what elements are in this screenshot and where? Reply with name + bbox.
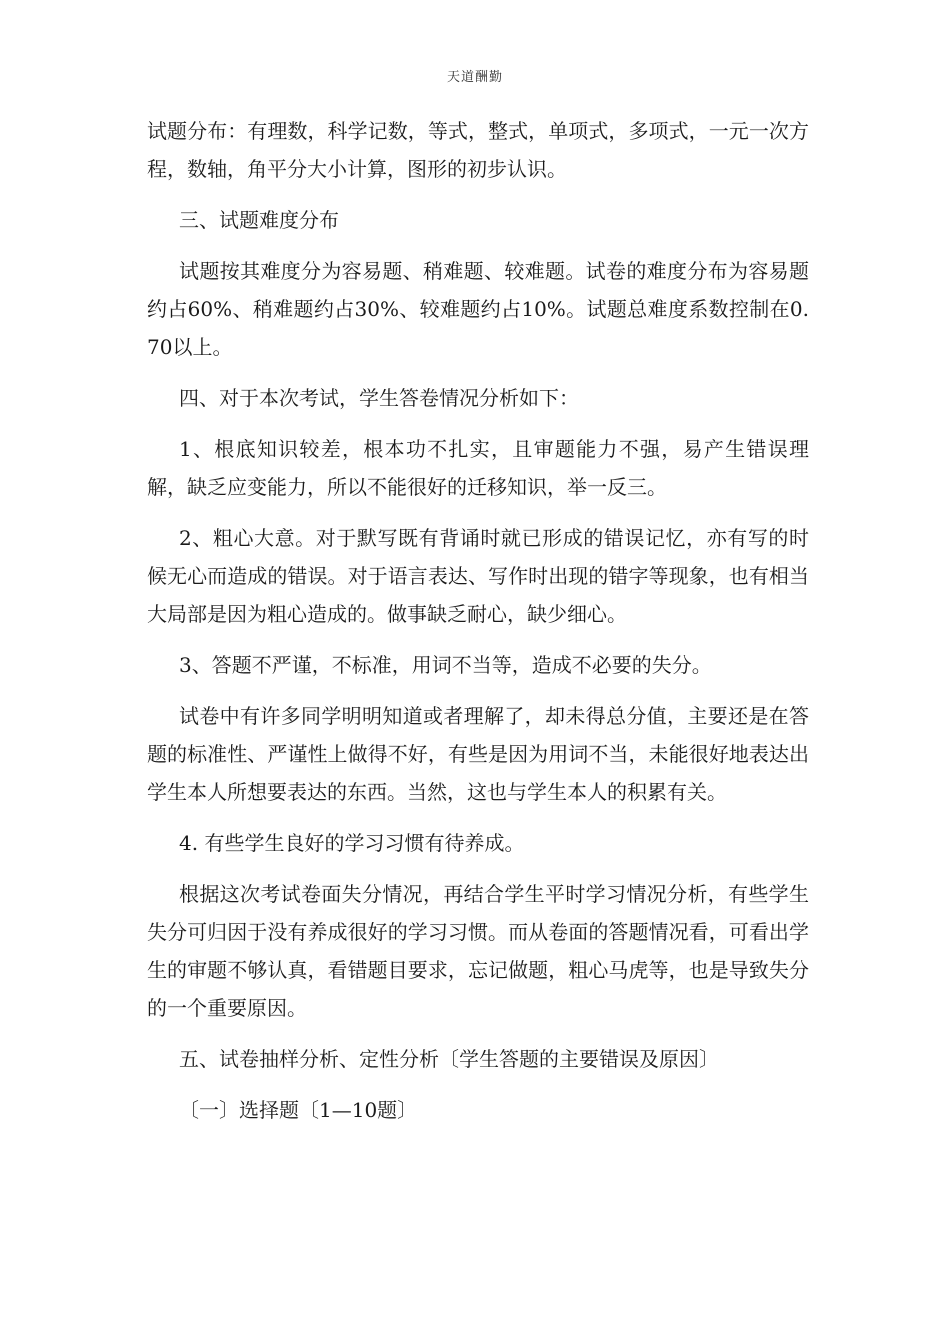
section-5-title: 五、试卷抽样分析、定性分析〔学生答题的主要错误及原因〕 (179, 1047, 719, 1071)
subsection-1-title: 〔一〕选择题〔1—10题〕 (179, 1098, 418, 1122)
document-body (147, 112, 809, 1142)
paragraph-point-3: 3、答题不严谨，不标准，用词不当等，造成不必要的失分。 (179, 653, 712, 677)
paragraph-point-3-detail: 试卷中有许多同学明明知道或者理解了，却未得总分值，主要还是在答题的标准性、严谨性上做得不好，有些是因为用词不当，未能很好地表达出学生本人所想要表达的东西。当然，这也与学生本人的积累有关。 (147, 704, 809, 804)
paragraph-point-4-detail: 根据这次考试卷面失分情况，再结合学生平时学习情况分析，有些学生失分可归因于没有养成很好的学习习惯。而从卷面的答题情况看，可看出学生的审题不够认真，看错题目要求，忘记做题，粗心马虎等，也是导致失分的一个重要原因。 (147, 882, 809, 1020)
page-header: 天道酬勤 (446, 70, 503, 85)
paragraph-point-2: 2、粗心大意。对于默写既有背诵时就已形成的错误记忆，亦有写的时候无心而造成的错误。对于语言表达、写作时出现的错字等现象，也有相当大局部是因为粗心造成的。做事缺乏耐心，缺少细心。 (147, 526, 809, 626)
paragraph-point-1: 1、根底知识较差，根本功不扎实，且审题能力不强，易产生错误理解，缺乏应变能力，所以不能很好的迁移知识，举一反三。 (147, 437, 809, 499)
paragraph-point-4: 4. 有些学生良好的学习习惯有待养成。 (179, 831, 525, 855)
section-4-title: 四、对于本次考试，学生答卷情况分析如下： (179, 386, 579, 410)
paragraph-difficulty: 试题按其难度分为容易题、稍难题、较难题。试卷的难度分布为容易题约占60%、稍难题约占30%、较难题约占10%。试题总难度系数控制在0.70以上。 (147, 259, 809, 359)
paragraph-distribution: 试题分布：有理数，科学记数，等式，整式，单项式，多项式，一元一次方程，数轴，角平分大小计算，图形的初步认识。 (147, 119, 809, 181)
section-3-title: 三、试题难度分布 (179, 208, 339, 232)
